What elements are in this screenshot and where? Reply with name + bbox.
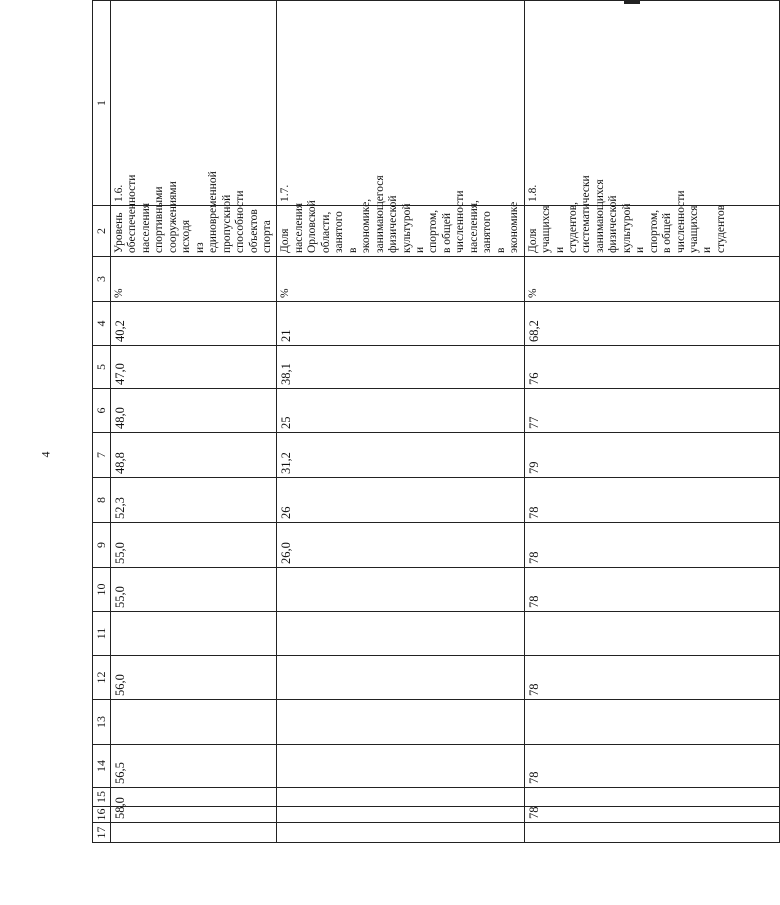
value-cell <box>277 807 524 823</box>
column-header: 2 <box>93 206 111 257</box>
value-cell: 77 <box>524 389 779 433</box>
column-header: 12 <box>93 656 111 700</box>
indicators-table <box>92 0 780 843</box>
value-cell <box>111 612 277 656</box>
value-cell: 76 <box>524 346 779 389</box>
unit-cell: % <box>277 257 524 302</box>
row-number: 1.7. <box>277 1 524 206</box>
value-cell: 26,0 <box>277 523 524 568</box>
value-cell: 55,0 <box>111 523 277 568</box>
column-header: 14 <box>93 745 111 788</box>
column-header: 10 <box>93 568 111 612</box>
column-header: 17 <box>93 823 111 843</box>
value-cell: 38,1 <box>277 346 524 389</box>
value-cell <box>277 823 524 843</box>
value-cell: 78 <box>524 523 779 568</box>
value-cell: 78 <box>524 568 779 612</box>
value-cell <box>277 700 524 745</box>
column-header: 16 <box>93 807 111 823</box>
value-cell <box>111 823 277 843</box>
indicator-name: Доля учащихся и студентов, систематически занимающихся физической культурой и спортом, в общей численности учащихся и студентов <box>524 206 779 257</box>
value-cell <box>524 700 779 745</box>
value-cell: 56,0 <box>111 656 277 700</box>
unit-cell: % <box>111 257 277 302</box>
column-header: 5 <box>93 346 111 389</box>
value-cell: 79 <box>524 433 779 478</box>
column-header: 15 <box>93 788 111 807</box>
column-header: 7 <box>93 433 111 478</box>
value-cell: 40,2 <box>111 302 277 346</box>
value-cell: 48,8 <box>111 433 277 478</box>
value-cell: 78 <box>524 478 779 523</box>
value-cell: 78 <box>524 807 779 823</box>
column-header: 4 <box>93 302 111 346</box>
table-row <box>277 1 524 843</box>
table-row <box>524 1 779 843</box>
value-cell: 31,2 <box>277 433 524 478</box>
value-cell <box>111 788 277 807</box>
value-cell: 26 <box>277 478 524 523</box>
row-number: 1.6. <box>111 1 277 206</box>
value-cell: 25 <box>277 389 524 433</box>
value-cell: 56,5 <box>111 745 277 788</box>
value-cell <box>524 612 779 656</box>
value-cell <box>277 745 524 788</box>
value-cell: 78 <box>524 745 779 788</box>
column-header: 8 <box>93 478 111 523</box>
table-row <box>93 1 111 843</box>
table-row <box>111 1 277 843</box>
value-cell: 47,0 <box>111 346 277 389</box>
value-cell: 78 <box>524 656 779 700</box>
value-cell: 21 <box>277 302 524 346</box>
unit-cell: % <box>524 257 779 302</box>
value-cell <box>277 612 524 656</box>
value-cell <box>111 700 277 745</box>
value-cell <box>524 788 779 807</box>
value-cell: 48,0 <box>111 389 277 433</box>
value-cell <box>277 656 524 700</box>
indicator-name: Уровень обеспеченности населения спортивными сооружениями исходя из единовременной пропускной способности объектов спорта <box>111 206 277 257</box>
column-header: 6 <box>93 389 111 433</box>
column-header: 3 <box>93 257 111 302</box>
indicator-name: Доля населения Орловской области, занятого в экономике, занимающегося физической культурой и спортом, в общей численности населения, занятого в экономике <box>277 206 524 257</box>
row-number: 1.8. <box>524 1 779 206</box>
column-header: 13 <box>93 700 111 745</box>
column-header: 9 <box>93 523 111 568</box>
value-cell: 52,3 <box>111 478 277 523</box>
value-cell: 68,2 <box>524 302 779 346</box>
value-cell <box>277 568 524 612</box>
page-number: 4 <box>38 451 53 458</box>
value-cell: 58,0 <box>111 807 277 823</box>
value-cell <box>524 823 779 843</box>
value-cell: 55,0 <box>111 568 277 612</box>
rotated-table-container <box>92 45 727 843</box>
column-header: 1 <box>93 1 111 206</box>
column-header: 11 <box>93 612 111 656</box>
value-cell <box>277 788 524 807</box>
